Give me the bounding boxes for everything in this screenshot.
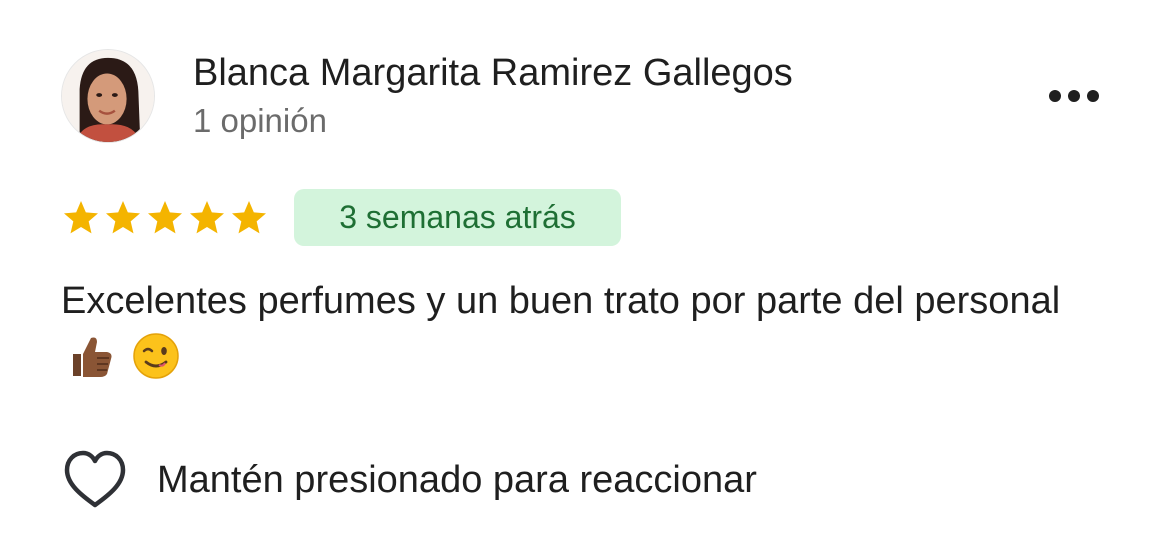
star-icon	[61, 198, 101, 238]
user-photo-icon	[62, 50, 154, 142]
author-review-count: 1 opinión	[193, 102, 327, 139]
more-horizontal-icon	[1048, 89, 1100, 103]
author-name[interactable]: Blanca Margarita Ramirez Gallegos	[193, 52, 793, 94]
avatar[interactable]	[61, 49, 155, 143]
star-icon	[145, 198, 185, 238]
thumbs-up-icon	[67, 332, 115, 380]
star-icon	[187, 198, 227, 238]
react-label: Mantén presionado para reaccionar	[157, 459, 757, 501]
review-text	[61, 272, 1121, 390]
heart-outline-icon	[61, 448, 129, 512]
wink-face-icon	[132, 332, 180, 380]
review-date-badge: 3 semanas atrás	[294, 189, 621, 246]
review-text-body: Excelentes perfumes y un buen trato por parte del personal	[61, 280, 1061, 322]
star-icon	[229, 198, 269, 238]
star-icon	[103, 198, 143, 238]
more-options-button[interactable]	[1040, 78, 1108, 114]
react-button[interactable]	[61, 448, 757, 512]
star-rating	[61, 195, 269, 241]
